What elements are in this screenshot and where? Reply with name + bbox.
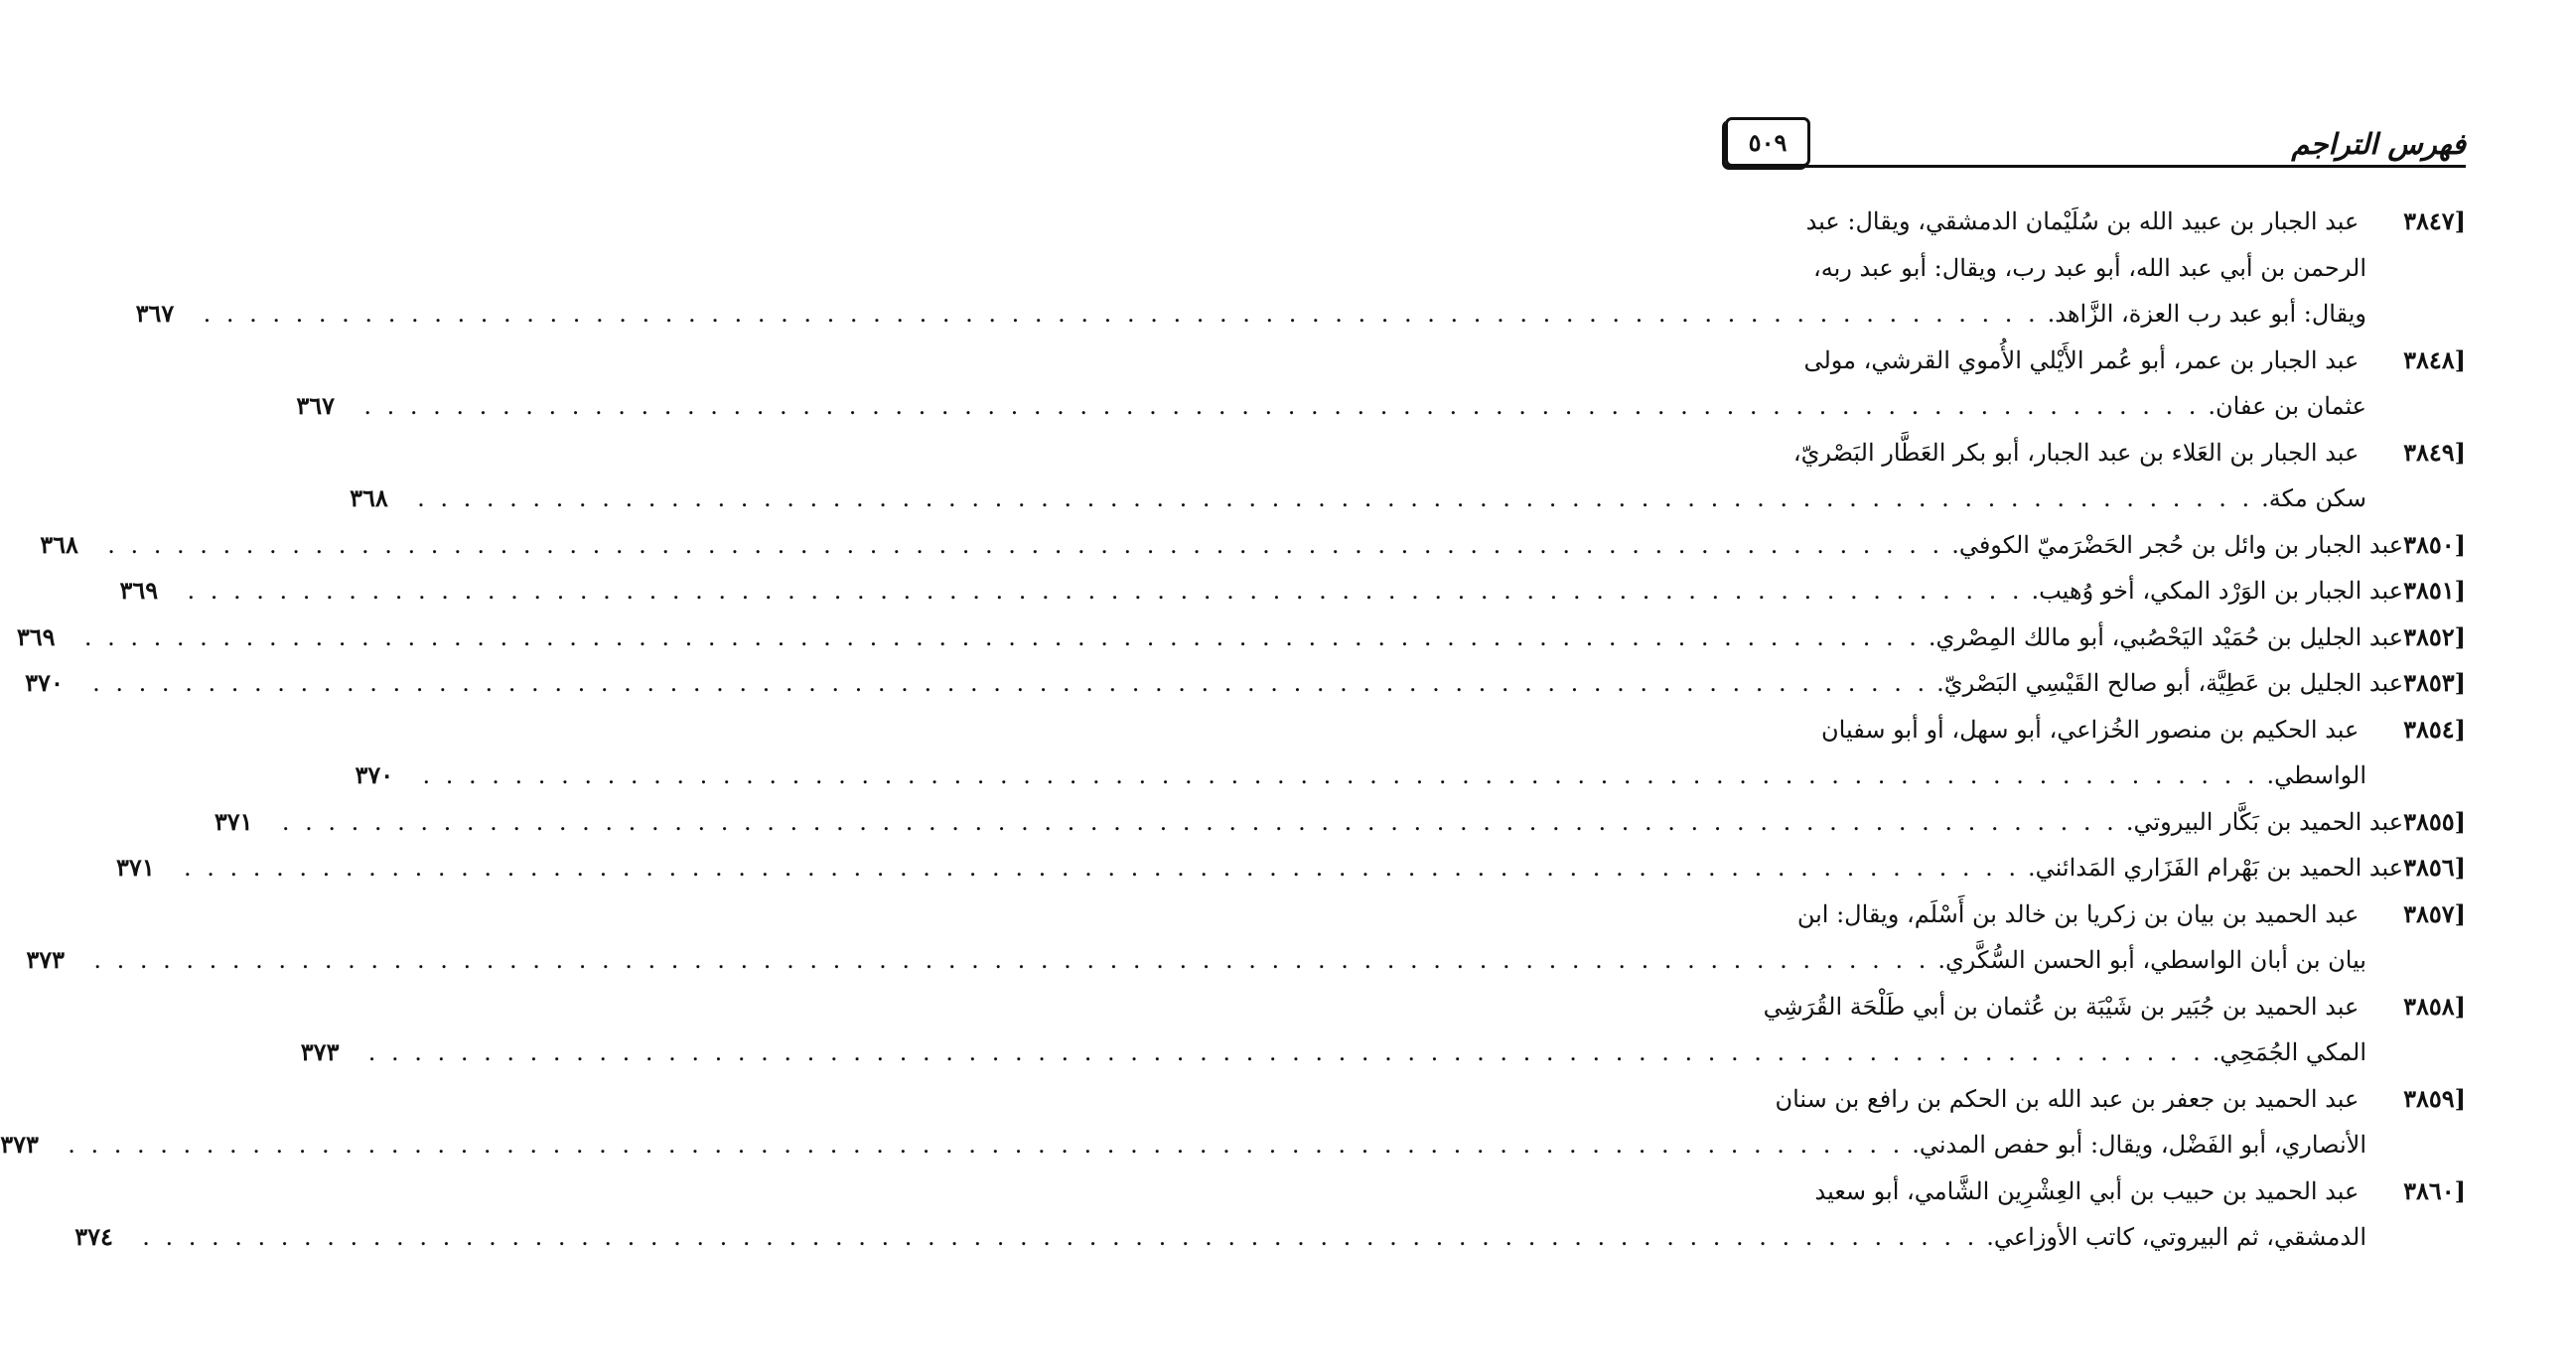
header-rule xyxy=(1725,165,2466,168)
entry-page-number: ٣٦٧ xyxy=(135,299,175,328)
entry-line xyxy=(74,1214,2466,1261)
entry-text: عبد الجبار بن العَلاء بن عبد الجبار، أبو بكر العَطَّار البَصْريّ، xyxy=(1792,438,2366,467)
leader-dots: . . . . . . . . . . . . . . . . . . . . . . . . . . . . . . . . . . . . . . . . . . . . . . . . . . . . . . . . . . . . . . . . . . . . . . . . . . . . . . . . xyxy=(92,669,1930,697)
entry-line xyxy=(1725,707,2466,754)
entry-text: عبد الجبار بن عبيد الله بن سُلَيْمان الدمشقي، ويقال: عبد xyxy=(1805,207,2366,235)
leader-dots: . . . . . . . . . . . . . . . . . . . . . . . . . . . . . . . . . . . . . . . . . . . . . . . . . . . . . . . . . . . . . . . . . . . . . . . . . . . . . . . . xyxy=(203,300,2040,328)
entry-number: [٣٨٥٩ xyxy=(2403,1083,2466,1113)
entry-text: الواسطي. xyxy=(2266,761,2366,789)
page-number-box xyxy=(1725,117,1810,167)
entry-line xyxy=(1725,984,2466,1030)
page-number: ٥٠٩ xyxy=(1748,127,1788,157)
entry-text: عبد الجبار بن وائل بن حُجر الحَضْرَميّ الكوفي. xyxy=(1951,530,2404,559)
entry-text: عثمان بن عفان. xyxy=(2208,392,2366,420)
entry-page-number: ٣٧٠ xyxy=(25,668,64,697)
entry-text: عبد الجبار بن الوَرْد المكي، أخو وُهيب. xyxy=(2031,577,2404,605)
index-entry xyxy=(0,1076,2466,1168)
entry-page-number: ٣٦٨ xyxy=(350,483,388,512)
index-entries xyxy=(0,199,2466,1261)
entry-number: [٣٨٥٠ xyxy=(2403,529,2466,559)
index-entry xyxy=(40,522,2466,569)
entry-page-number: ٣٧٣ xyxy=(300,1037,340,1066)
entry-line xyxy=(26,937,2466,984)
leader-dots: . . . . . . . . . . . . . . . . . . . . . . . . . . . . . . . . . . . . . . . . . . . . . . . . . . . . . . . . . . . . . . . . . . . . . . . . . . . . . . . . xyxy=(187,577,2024,605)
page-header xyxy=(1725,111,2466,169)
index-entry xyxy=(25,660,2466,707)
index-entry xyxy=(296,338,2466,430)
entry-line xyxy=(1725,199,2466,245)
leader-dots: . . . . . . . . . . . . . . . . . . . . . . . . . . . . . . . . . . . . . . . . . . . . . . . . . . . . . . . . . . . . . . . . . . . . . . . . . . . . . . . . xyxy=(367,1038,2205,1066)
entry-page-number: ٣٧٠ xyxy=(355,760,394,789)
entry-text: عبد الجليل بن عَطِيَّة، أبو صالح القَيْسِي البَصْريّ. xyxy=(1936,669,2404,697)
entry-line xyxy=(135,291,2466,338)
entry-number: [٣٨٥٣ xyxy=(2403,668,2466,697)
entry-line xyxy=(296,383,2466,430)
index-entry xyxy=(74,1168,2466,1261)
leader-dots: . . . . . . . . . . . . . . . . . . . . . . . . . . . . . . . . . . . . . . . . . . . . . . . . . . . . . . . . . . . . . . . . . . . . . . . . . . . . . . . . xyxy=(83,622,1921,651)
entry-line xyxy=(25,660,2466,707)
entry-number: [٣٨٥٤ xyxy=(2403,714,2466,744)
entry-line xyxy=(355,753,2466,799)
entry-line xyxy=(300,1029,2466,1076)
entry-number: [٣٨٤٨ xyxy=(2403,344,2466,374)
index-entry xyxy=(300,984,2466,1076)
entry-number: [٣٨٦٠ xyxy=(2403,1175,2466,1205)
entry-line xyxy=(1725,1168,2466,1215)
entry-text: عبد الحميد بن جعفر بن عبد الله بن الحكم بن رافع بن سنان xyxy=(1775,1084,2366,1113)
entry-number: [٣٨٥٨ xyxy=(2403,991,2466,1021)
entry-page-number: ٣٧٣ xyxy=(26,945,65,974)
leader-dots: . . . . . . . . . . . . . . . . . . . . . . . . . . . . . . . . . . . . . . . . . . . . . . . . . . . . . . . . . . . . . . . . . . . . . . . . . . . . . . . . xyxy=(422,761,2259,789)
entry-page-number: ٣٧١ xyxy=(116,853,155,882)
entry-line xyxy=(214,799,2466,846)
entry-line xyxy=(0,1122,2466,1168)
entry-text: الدمشقي، ثم البيروتي، كاتب الأوزاعي. xyxy=(1986,1223,2366,1251)
entry-number: [٣٨٤٧ xyxy=(2403,206,2466,235)
entry-text: عبد الحميد بن حبيب بن أبي العِشْرِين الشَّامي، أبو سعيد xyxy=(1814,1176,2366,1205)
entry-text: الأنصاري، أبو الفَضْل، ويقال: أبو حفص المدني. xyxy=(1912,1131,2366,1159)
leader-dots: . . . . . . . . . . . . . . . . . . . . . . . . . . . . . . . . . . . . . . . . . . . . . . . . . . . . . . . . . . . . . . . . . . . . . . . . . . . . . . . . xyxy=(281,807,2118,836)
entry-line xyxy=(1725,338,2466,384)
leader-dots: . . . . . . . . . . . . . . . . . . . . . . . . . . . . . . . . . . . . . . . . . . . . . . . . . . . . . . . . . . . . . . . . . . . . . . . . . . . . . . . . xyxy=(363,392,2201,420)
entry-number: [٣٨٥٥ xyxy=(2403,806,2466,836)
index-entry xyxy=(214,799,2466,846)
index-entry xyxy=(355,707,2466,799)
entry-page-number: ٣٧١ xyxy=(214,806,253,836)
entry-number: [٣٨٥٧ xyxy=(2403,898,2466,928)
entry-page-number: ٣٧٤ xyxy=(74,1222,113,1251)
entry-number: [٣٨٥٢ xyxy=(2403,621,2466,651)
entry-line xyxy=(119,568,2466,615)
entry-text: سكن مكة. xyxy=(2261,484,2366,512)
leader-dots: . . . . . . . . . . . . . . . . . . . . . . . . . . . . . . . . . . . . . . . . . . . . . . . . . . . . . . . . . . . . . . . . . . . . . . . . . . . . . . . . xyxy=(184,854,2021,882)
index-entry xyxy=(119,568,2466,615)
entry-page-number: ٣٦٩ xyxy=(119,576,159,605)
entry-line xyxy=(350,476,2466,522)
index-entry xyxy=(116,845,2466,891)
entry-line xyxy=(1725,245,2466,292)
index-entry xyxy=(350,430,2466,522)
leader-dots: . . . . . . . . . . . . . . . . . . . . . . . . . . . . . . . . . . . . . . . . . . . . . . . . . . . . . . . . . . . . . . . . . . . . . . . . . . . . . . . . xyxy=(142,1223,1979,1251)
entry-line xyxy=(16,615,2466,661)
entry-text: عبد الحميد بن بَهْرام الفَزَاري المَدائني. xyxy=(2028,854,2404,882)
entry-text: المكي الجُمَحِي. xyxy=(2212,1038,2366,1066)
entry-text: عبد الجبار بن عمر، أبو عُمر الأَيْلي الأُموي القرشي، مولى xyxy=(1803,345,2366,374)
page-title: فهرس التراجم xyxy=(2291,127,2466,161)
entry-number: [٣٨٤٩ xyxy=(2403,437,2466,467)
entry-text: عبد الجليل بن حُمَيْد اليَحْصُبي، أبو مالك المِصْري. xyxy=(1928,622,2404,651)
entry-text: ويقال: أبو عبد رب العزة، الزَّاهد. xyxy=(2047,300,2366,328)
index-entry xyxy=(26,891,2466,984)
entry-text: بيان بن أبان الواسطي، أبو الحسن السُّكَّري. xyxy=(1937,946,2366,974)
index-entry xyxy=(16,615,2466,661)
entry-line xyxy=(40,522,2466,569)
entry-line xyxy=(116,845,2466,891)
leader-dots: . . . . . . . . . . . . . . . . . . . . . . . . . . . . . . . . . . . . . . . . . . . . . . . . . . . . . . . . . . . . . . . . . . . . . . . . . . . . . . . . xyxy=(107,530,1944,559)
entry-text: عبد الحميد بن جُبَير بن شَيْبَة بن عُثمان بن أبي طَلْحَة القُرَشِي xyxy=(1763,992,2366,1021)
entry-text: الرحمن بن أبي عبد الله، أبو عبد رب، ويقال: أبو عبد ربه، xyxy=(1813,253,2366,282)
leader-dots: . . . . . . . . . . . . . . . . . . . . . . . . . . . . . . . . . . . . . . . . . . . . . . . . . . . . . . . . . . . . . . . . . . . . . . . . . . . . . . . . xyxy=(417,484,2254,512)
entry-line xyxy=(1725,1076,2466,1123)
leader-dots: . . . . . . . . . . . . . . . . . . . . . . . . . . . . . . . . . . . . . . . . . . . . . . . . . . . . . . . . . . . . . . . . . . . . . . . . . . . . . . . . xyxy=(68,1131,1905,1159)
entry-page-number: ٣٧٣ xyxy=(0,1130,39,1159)
entry-line xyxy=(1725,891,2466,938)
entry-number: [٣٨٥١ xyxy=(2403,576,2466,605)
entry-line xyxy=(1725,430,2466,477)
leader-dots: . . . . . . . . . . . . . . . . . . . . . . . . . . . . . . . . . . . . . . . . . . . . . . . . . . . . . . . . . . . . . . . . . . . . . . . . . . . . . . . . xyxy=(93,946,1931,974)
entry-number: [٣٨٥٦ xyxy=(2403,853,2466,882)
entry-page-number: ٣٦٧ xyxy=(296,391,336,420)
entry-text: عبد الحكيم بن منصور الخُزاعي، أبو سهل، أو أبو سفيان xyxy=(1821,715,2366,744)
entry-page-number: ٣٦٩ xyxy=(16,621,56,651)
entry-page-number: ٣٦٨ xyxy=(40,529,78,559)
entry-text: عبد الحميد بن بَكَّار البيروتي. xyxy=(2125,807,2404,836)
entry-text: عبد الحميد بن بيان بن زكريا بن خالد بن أَسْلَم، ويقال: ابن xyxy=(1796,899,2366,928)
index-entry xyxy=(135,199,2466,338)
